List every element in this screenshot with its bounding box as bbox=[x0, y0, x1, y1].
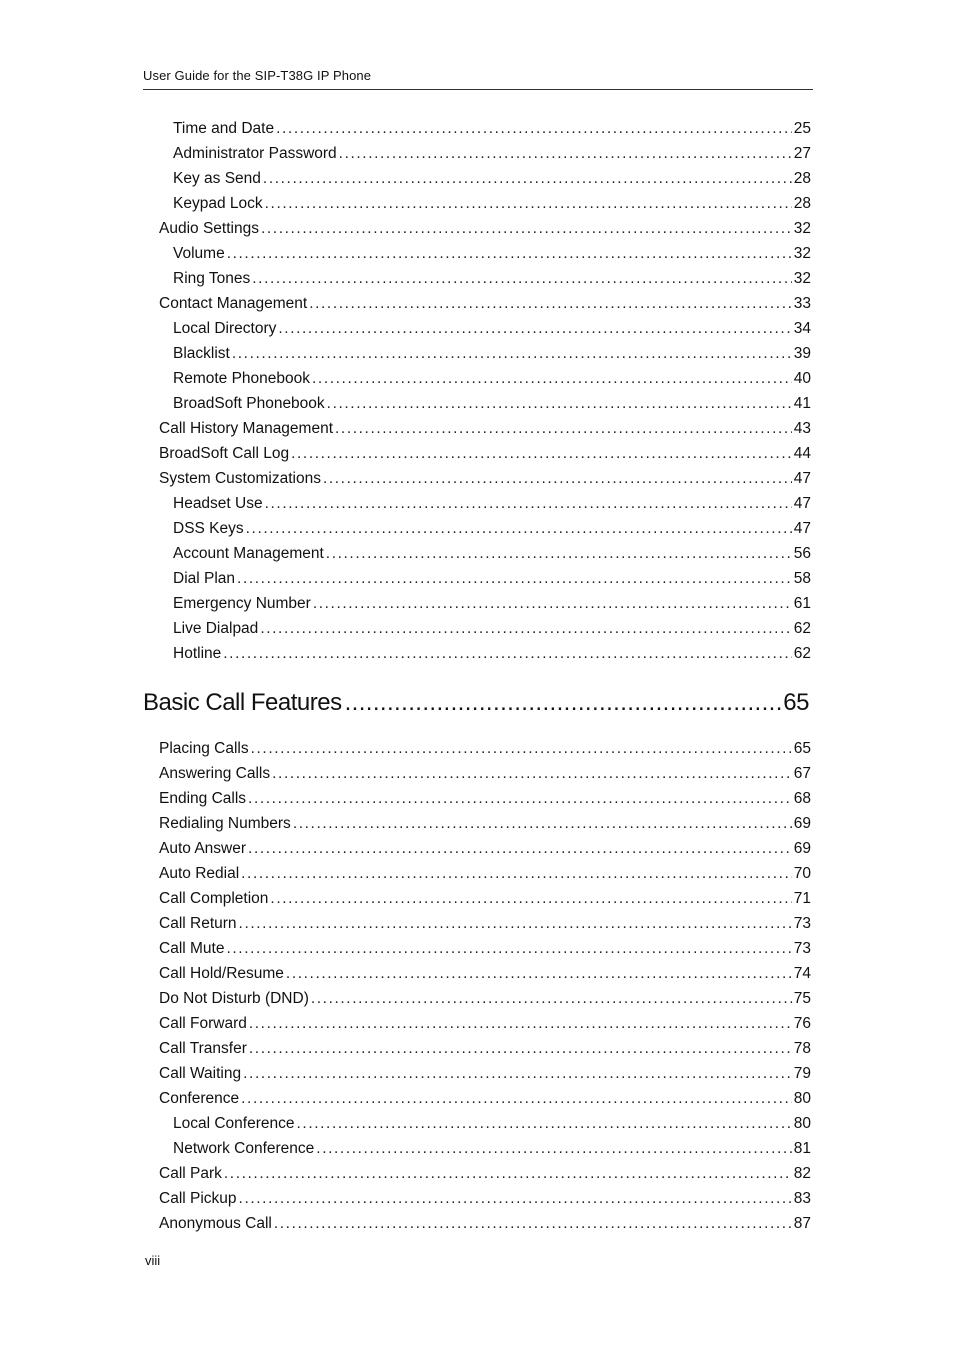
toc-entry[interactable] bbox=[143, 366, 811, 391]
toc-entry-page-number: 69 bbox=[793, 815, 811, 832]
toc-entry-page-number: 73 bbox=[793, 915, 811, 932]
toc-entry-page-number: 68 bbox=[793, 790, 811, 807]
dot-leader bbox=[239, 1186, 792, 1211]
dot-leader bbox=[243, 1061, 792, 1086]
toc-entry-page-number: 41 bbox=[793, 395, 811, 412]
toc-entry-label: Administrator Password bbox=[173, 145, 337, 162]
toc-entry-page-number: 61 bbox=[793, 595, 811, 612]
toc-entry[interactable] bbox=[143, 1111, 811, 1136]
page-number: viii bbox=[145, 1253, 161, 1268]
dot-leader bbox=[237, 566, 792, 591]
toc-chapter-entry[interactable] bbox=[143, 686, 809, 720]
toc-entry-page-number: 67 bbox=[793, 765, 811, 782]
dot-leader bbox=[313, 591, 792, 616]
toc-entry-label: Call Hold/Resume bbox=[159, 965, 284, 982]
dot-leader bbox=[239, 911, 792, 936]
dot-leader bbox=[248, 836, 792, 861]
toc-entry-label: Audio Settings bbox=[159, 220, 259, 237]
toc-entry-page-number: 87 bbox=[793, 1215, 811, 1232]
toc-entry-page-number: 65 bbox=[793, 740, 811, 757]
toc-entry-label: DSS Keys bbox=[173, 520, 244, 537]
dot-leader bbox=[241, 1086, 792, 1111]
chapter-page-number: 65 bbox=[783, 689, 809, 716]
dot-leader bbox=[278, 316, 791, 341]
toc-entry-page-number: 47 bbox=[793, 520, 811, 537]
toc-entry[interactable] bbox=[143, 961, 811, 986]
page-header bbox=[143, 67, 813, 90]
toc-entry-page-number: 58 bbox=[793, 570, 811, 587]
toc-entry[interactable] bbox=[143, 936, 811, 961]
toc-entry-label: Answering Calls bbox=[159, 765, 271, 782]
dot-leader bbox=[345, 686, 782, 720]
toc-entry[interactable] bbox=[143, 516, 811, 541]
toc-entry[interactable] bbox=[143, 1186, 811, 1211]
toc-entry-label: Volume bbox=[173, 245, 225, 262]
toc-entry[interactable] bbox=[143, 861, 811, 886]
dot-leader bbox=[265, 191, 792, 216]
dot-leader bbox=[223, 641, 792, 666]
toc-entry-page-number: 79 bbox=[793, 1065, 811, 1082]
dot-leader bbox=[272, 761, 792, 786]
toc-entry-label: Key as Send bbox=[173, 170, 261, 187]
dot-leader bbox=[232, 341, 792, 366]
toc-entry-page-number: 33 bbox=[793, 295, 811, 312]
dot-leader bbox=[335, 416, 792, 441]
toc-entry-page-number: 25 bbox=[793, 120, 811, 137]
toc-entry[interactable] bbox=[143, 166, 811, 191]
toc-entry-page-number: 44 bbox=[793, 445, 811, 462]
toc-entry-label: Network Conference bbox=[173, 1140, 315, 1157]
toc-entry[interactable] bbox=[143, 1061, 811, 1086]
chapter-title: Basic Call Features bbox=[143, 689, 342, 716]
toc-entry[interactable] bbox=[143, 191, 811, 216]
toc-entry[interactable] bbox=[143, 1011, 811, 1036]
dot-leader bbox=[291, 441, 792, 466]
toc-entry[interactable] bbox=[143, 886, 811, 911]
toc-entry-page-number: 69 bbox=[793, 840, 811, 857]
toc-entry-page-number: 40 bbox=[793, 370, 811, 387]
dot-leader bbox=[323, 466, 792, 491]
toc-entry-label: Conference bbox=[159, 1090, 240, 1107]
toc-entry-label: Local Directory bbox=[173, 320, 277, 337]
dot-leader bbox=[339, 141, 792, 166]
dot-leader bbox=[263, 166, 792, 191]
toc-entry-label: Redialing Numbers bbox=[159, 815, 291, 832]
dot-leader bbox=[327, 391, 792, 416]
toc-entry-label: Keypad Lock bbox=[173, 195, 263, 212]
toc-entry-label: Time and Date bbox=[173, 120, 275, 137]
toc-entry[interactable] bbox=[143, 591, 811, 616]
toc-entry[interactable] bbox=[143, 541, 811, 566]
toc-entry-page-number: 27 bbox=[793, 145, 811, 162]
toc-entry-label: Call Completion bbox=[159, 890, 269, 907]
toc-entry[interactable] bbox=[143, 1161, 811, 1186]
toc-entry-page-number: 80 bbox=[793, 1090, 811, 1107]
toc-entry[interactable] bbox=[143, 116, 811, 141]
toc-entry-page-number: 56 bbox=[793, 545, 811, 562]
toc-entry-page-number: 83 bbox=[793, 1190, 811, 1207]
toc-entry[interactable] bbox=[143, 316, 811, 341]
toc-entry-label: Ring Tones bbox=[173, 270, 251, 287]
dot-leader bbox=[241, 861, 792, 886]
toc-entry[interactable] bbox=[143, 641, 811, 666]
toc-entry[interactable] bbox=[143, 241, 811, 266]
toc-entry-page-number: 34 bbox=[793, 320, 811, 337]
dot-leader bbox=[274, 1211, 792, 1236]
toc-entry-label: Auto Redial bbox=[159, 865, 240, 882]
toc-entry-label: Auto Answer bbox=[159, 840, 247, 857]
toc-entry-page-number: 82 bbox=[793, 1165, 811, 1182]
toc-entry-label: Live Dialpad bbox=[173, 620, 259, 637]
dot-leader bbox=[261, 216, 792, 241]
toc-entry-page-number: 80 bbox=[793, 1115, 811, 1132]
toc-entry[interactable] bbox=[143, 761, 811, 786]
toc-entry[interactable] bbox=[143, 811, 811, 836]
toc-entry[interactable] bbox=[143, 1136, 811, 1161]
toc-entry-page-number: 62 bbox=[793, 620, 811, 637]
toc-entry-label: Local Conference bbox=[173, 1115, 295, 1132]
dot-leader bbox=[326, 541, 792, 566]
toc-entry[interactable] bbox=[143, 566, 811, 591]
dot-leader bbox=[248, 786, 792, 811]
toc-entry-label: Call Transfer bbox=[159, 1040, 247, 1057]
toc-entry-page-number: 74 bbox=[793, 965, 811, 982]
dot-leader bbox=[286, 961, 792, 986]
toc-entry[interactable] bbox=[143, 736, 811, 761]
toc-entry-label: Contact Management bbox=[159, 295, 308, 312]
toc-entry-page-number: 32 bbox=[793, 270, 811, 287]
dot-leader bbox=[309, 291, 792, 316]
toc-entry[interactable] bbox=[143, 441, 811, 466]
toc-entry-label: Placing Calls bbox=[159, 740, 249, 757]
toc-entry[interactable] bbox=[143, 266, 811, 291]
dot-leader bbox=[249, 1036, 792, 1061]
toc-entry-label: Call History Management bbox=[159, 420, 334, 437]
toc-entry-label: Dial Plan bbox=[173, 570, 236, 587]
toc-section-upper bbox=[143, 116, 811, 666]
toc-entry-page-number: 28 bbox=[793, 195, 811, 212]
toc-entry-page-number: 71 bbox=[793, 890, 811, 907]
dot-leader bbox=[252, 266, 791, 291]
toc-entry-label: Ending Calls bbox=[159, 790, 247, 807]
toc-entry[interactable] bbox=[143, 416, 811, 441]
toc-entry-label: System Customizations bbox=[159, 470, 321, 487]
dot-leader bbox=[270, 886, 791, 911]
dot-leader bbox=[246, 516, 792, 541]
document-title: User Guide for the SIP-T38G IP Phone bbox=[143, 68, 372, 83]
toc-entry-label: Blacklist bbox=[173, 345, 230, 362]
toc-section-lower bbox=[143, 736, 811, 1236]
dot-leader bbox=[297, 1111, 792, 1136]
toc-entry[interactable] bbox=[143, 1211, 811, 1236]
toc-entry-label: Call Mute bbox=[159, 940, 225, 957]
toc-entry[interactable] bbox=[143, 341, 811, 366]
toc-entry[interactable] bbox=[143, 391, 811, 416]
toc-entry[interactable] bbox=[143, 1036, 811, 1061]
toc-entry-label: Call Pickup bbox=[159, 1190, 237, 1207]
dot-leader bbox=[224, 1161, 792, 1186]
toc-entry-label: Call Park bbox=[159, 1165, 222, 1182]
toc-entry[interactable] bbox=[143, 986, 811, 1011]
toc-entry-page-number: 43 bbox=[793, 420, 811, 437]
toc-entry-page-number: 78 bbox=[793, 1040, 811, 1057]
toc-entry-page-number: 81 bbox=[793, 1140, 811, 1157]
toc-entry[interactable] bbox=[143, 466, 811, 491]
toc-entry-page-number: 70 bbox=[793, 865, 811, 882]
dot-leader bbox=[316, 1136, 791, 1161]
dot-leader bbox=[226, 936, 791, 961]
dot-leader bbox=[293, 811, 792, 836]
dot-leader bbox=[251, 736, 792, 761]
dot-leader bbox=[311, 986, 792, 1011]
toc-entry[interactable] bbox=[143, 291, 811, 316]
toc-entry-label: BroadSoft Phonebook bbox=[173, 395, 325, 412]
toc-entry-label: Anonymous Call bbox=[159, 1215, 272, 1232]
dot-leader bbox=[276, 116, 792, 141]
toc-entry[interactable] bbox=[143, 141, 811, 166]
toc-entry-page-number: 47 bbox=[793, 495, 811, 512]
toc-entry[interactable] bbox=[143, 616, 811, 641]
toc-entry-label: Hotline bbox=[173, 645, 222, 662]
toc-entry[interactable] bbox=[143, 216, 811, 241]
toc-entry-page-number: 47 bbox=[793, 470, 811, 487]
toc-entry-label: Do Not Disturb (DND) bbox=[159, 990, 309, 1007]
toc-entry-page-number: 73 bbox=[793, 940, 811, 957]
toc-entry-label: Call Return bbox=[159, 915, 237, 932]
dot-leader bbox=[249, 1011, 792, 1036]
toc-entry-page-number: 76 bbox=[793, 1015, 811, 1032]
toc-entry[interactable] bbox=[143, 1086, 811, 1111]
toc-entry-label: Emergency Number bbox=[173, 595, 311, 612]
toc-entry-page-number: 39 bbox=[793, 345, 811, 362]
toc-entry[interactable] bbox=[143, 836, 811, 861]
toc-entry-page-number: 28 bbox=[793, 170, 811, 187]
toc-entry-label: Remote Phonebook bbox=[173, 370, 311, 387]
toc-entry-label: Headset Use bbox=[173, 495, 263, 512]
dot-leader bbox=[260, 616, 791, 641]
toc-entry[interactable] bbox=[143, 911, 811, 936]
dot-leader bbox=[265, 491, 792, 516]
toc-entry[interactable] bbox=[143, 786, 811, 811]
toc-entry-label: Account Management bbox=[173, 545, 324, 562]
toc-entry-label: Call Waiting bbox=[159, 1065, 242, 1082]
toc-entry-page-number: 32 bbox=[793, 220, 811, 237]
toc-entry-page-number: 32 bbox=[793, 245, 811, 262]
toc-entry-label: BroadSoft Call Log bbox=[159, 445, 290, 462]
dot-leader bbox=[227, 241, 792, 266]
toc-entry-page-number: 62 bbox=[793, 645, 811, 662]
toc-entry[interactable] bbox=[143, 491, 811, 516]
toc-entry-label: Call Forward bbox=[159, 1015, 247, 1032]
dot-leader bbox=[312, 366, 792, 391]
toc-entry-page-number: 75 bbox=[793, 990, 811, 1007]
